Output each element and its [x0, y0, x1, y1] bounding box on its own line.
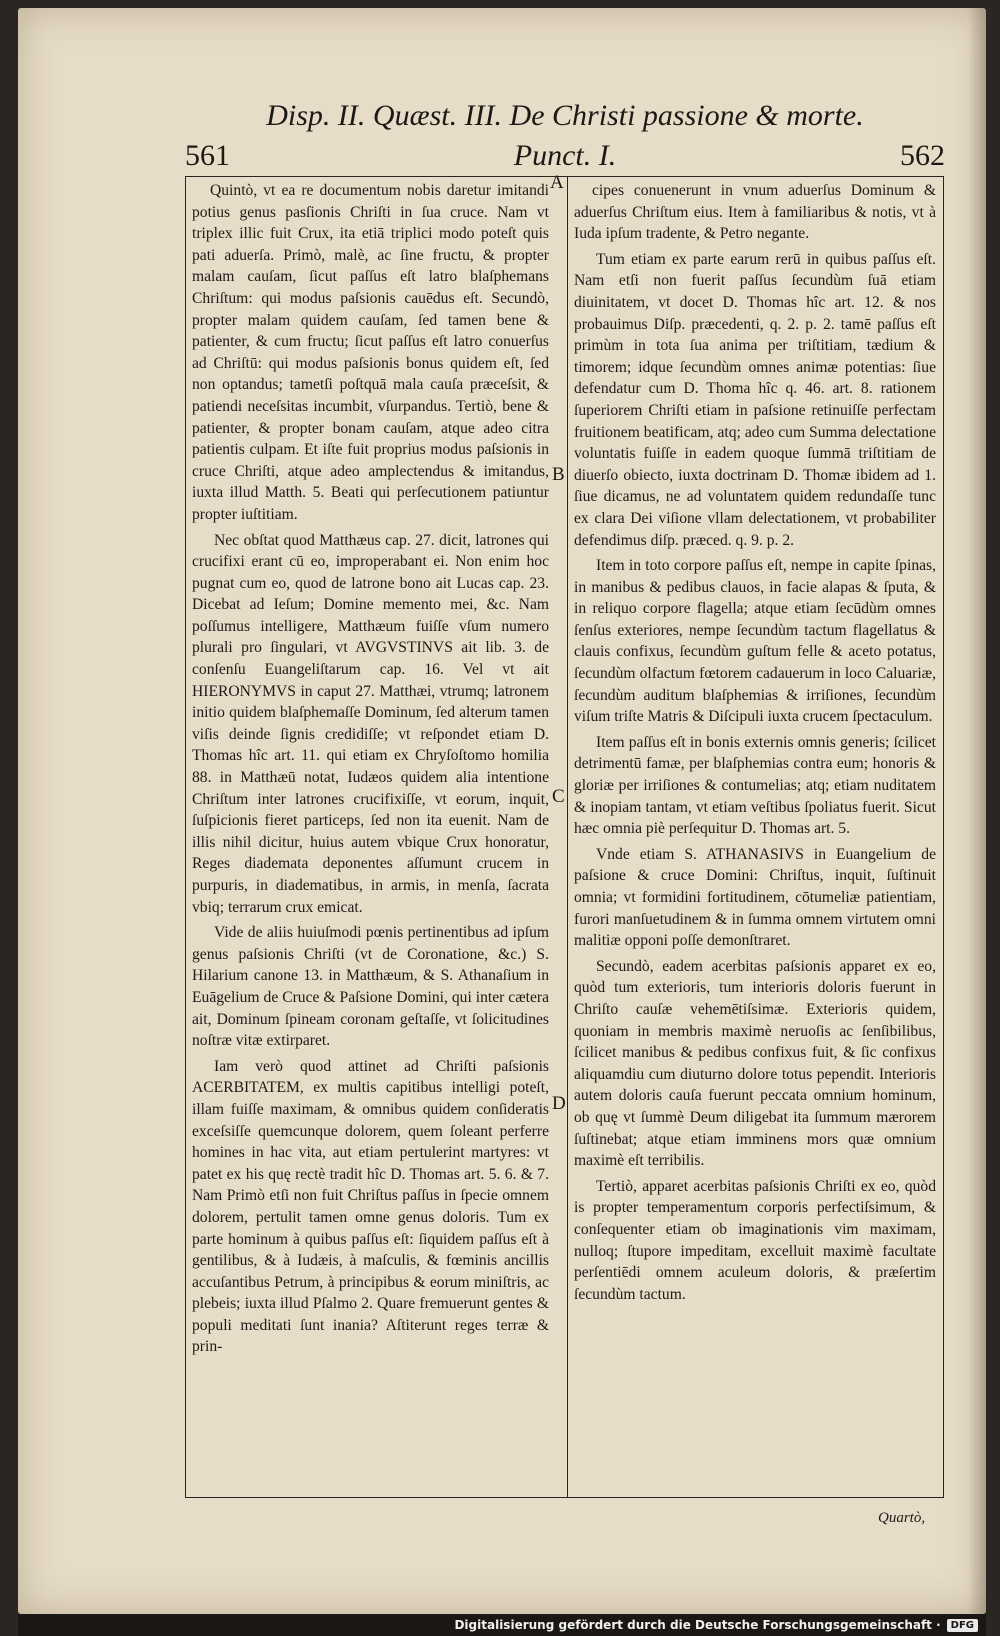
paragraph: cipes conuenerunt in vnum aduerſus Dominum & aduerſus Chriſtum eius. Item à familiaribus & notis, vt à Iuda ipſum tradente, & Petro negante. — [574, 182, 936, 243]
footer-bar — [18, 1614, 986, 1636]
column-divider — [567, 176, 568, 1498]
paragraph: Tum etiam ex parte earum rerū in quibus paſſus eſt. Nam etſi non fuerit paſſus ſecundùm ſuā etiam diuinitatem, vt docet D. Thomas hîc art. 12. & nos probauimus Diſp. præcedenti, q. 2. p. 2. tamē paſſus eſt primùm in tota ſua anima per triſtitiam, tædium & timorem; idque ſecundùm omnes animæ potentias: ſiue defendatur cum D. Thoma hîc q. 46. art. 8. rationem ſuperiorem Chriſti etiam in paſsione retinuiſſe perfectam fruitionem beatificam, atq; adeo cum Summa delectatione voluntatis fuiſſe in eadem quoque ſummā triſtitiam de diuerſo obiecto, iuxta doctrinam D. Thomæ ibidem ad 1. ſiue dicamus, ne ad voluntatem quidem redundaſſe tunc ex clara Dei viſione vllam delectationem, vt probabiliter defendimus diſp. præced. q. 9. p. 2. — [574, 250, 936, 549]
paragraph: Quintò, vt ea re documentum nobis daretur imitandi potius genus pasſionis Chriſti in ſua cruce. Nam vt triplex illic fuit Crux, ita etiā triplici modo poteſt quis pati aduerſa. Primò, malè, ac ſine fructu, & propter malam cauſam, ſicut paſſus eſt latro blaſphemans Chriſtum: qui modus paſsionis cauēdus eſt. Secundò, propter malam quidem cauſam, ſed tamen bene & patienter, & cum fructu; ſicut paſſus eſt latro conuerſus ad Chriſtū: qui modus paſsionis bonus quidem eſt, ſed non optandus; tametſi poſtquā mala cauſa præceſsit, & patiendi neceſsitas incumbit, vſurpandus. Tertiò, bene & patienter, & propter bonam cauſam, atque adeo citra patientis culpam. Et iſte fuit proprius modus paſsionis in cruce Chriſti, atque adeo amplectendus & imitandus, iuxta illud Matth. 5. Beati qui perſecutionem patiuntur propter iuſtitiam. — [192, 182, 549, 523]
paragraph: Vnde etiam S. ATHANASIVS in Euangelium de paſsione & cruce Domini: Chriſtus, inquit, ſuſtinuit omnia; vt formidini fortitudinem, cōtumeliæ patientiam, furori manſuetudinem & in ſumma omnem virtutem omni malitiæ opponi poſſe demonſtraret. — [574, 845, 936, 950]
paragraph: Iam verò quod attinet ad Chriſti paſsionis ACERBITATEM, ex multis capitibus intelligi poteſt, illam fuiſſe maximam, & omnibus quidem conſideratis exceſsiſſe quemcunque dolorem, quem ſoleant perferre homines in hac vita, aut etiam pertulerint martyres: vt patet ex his quę rectè tradit hîc D. Thomas art. 5. 6. & 7. Nam Primò etſi non fuit Chriſtus paſſus in ſpecie omnem dolorem, pertulit tamen omne genus doloris. Tum ex parte hominum à quibus paſſus eſt: ſiquidem paſſus eſt à gentilibus, & à Iudæis, à maſculis, & fœminis ancillis accuſantibus Petrum, à principibus & eorum miniſtris, ac plebeis; iuxta illud Pſalmo 2. Quare fremuerunt gentes & populi meditati ſunt inania? Aſtiterunt reges terræ & prin- — [192, 1057, 549, 1356]
paragraph: Item in toto corpore paſſus eſt, nempe in capite ſpinas, in manibus & pedibus clauos, in facie alapas & ſputa, & in reliquo corpore flagella; atque etiam ſecūdùm omnes ſenſus exteriores, nempe ſecundùm tactum flagellatus & clauis confixus, ſecundùm guſtum felle & aceto potatus, ſecundùm olfactum fœtorem cadauerum in loco Caluariæ, ſecundùm auditum blaſphemias & irriſiones, ſecundùm viſum triſte Matris & Diſcipuli iuxta crucem ſpectaculum. — [574, 557, 936, 726]
paragraph: Tertiò, apparet acerbitas paſsionis Chriſti ex eo, quòd is propter temperamentum corporis perfectiſsimum, & conſequenter etiam ob imaginationis vim maximam, nulloq; ſtupore impeditam, excelluit maximè facultate perſentiēdi omnem aculeum doloris, & præſertim ſecundùm tactum. — [574, 1177, 936, 1303]
right-column — [574, 180, 936, 1309]
section-marker-b: B — [552, 464, 565, 485]
section-marker-d: D — [552, 1093, 566, 1114]
running-title: Disp. II. Quæst. III. De Christi passione & morte. Punct. I. — [266, 99, 864, 172]
page-number-left: 561 — [185, 139, 230, 172]
section-marker-c: C — [552, 786, 565, 807]
dfg-logo-icon: DFG — [947, 1619, 978, 1632]
paragraph: Item paſſus eſt in bonis externis omnis generis; ſcilicet detrimentū famæ, per blaſphemias contra eum; honoris & gloriæ per irriſiones & contumelias; atq; etiam nuditatem & inopiam tantam, vt etiam veſtibus ſpoliatus fuerit. Sicut hæc omnia piè perſequitur D. Thomas art. 5. — [574, 733, 936, 838]
paragraph: Secundò, eadem acerbitas paſsionis apparet ex eo, quòd tum exterioris, tum interioris doloris fuerunt in Chriſto cauſæ vehemētiſsimæ. Exterioris quidem, quoniam in membris maximè neruoſis ac ſenſibilibus, ſcilicet manibus & pedibus confixus fuit, & ſic confixus aliquamdiu cum diuturno dolore totus pependit. Interioris autem doloris cauſa fuerunt peccata omnium hominum, ob quę vt ſummè Deum diligebat ita ſummum mærorem ſuſtinebat; atque etiam imminens mors quæ omnium maximè eſt terribilis. — [574, 957, 936, 1170]
paragraph: Vide de aliis huiuſmodi pœnis pertinentibus ad ipſum genus paſsionis Chriſti (vt de Coronatione, &c.) S. Hilarium canone 13. in Matthæum, & S. Athanaſium in Euāgelium de Cruce & Paſsione Domini, qui inter cætera ait, Dominum ſpineam coronam geſtaſſe, vt ſolicitudines noſtræ vitæ extirparet. — [192, 924, 549, 1050]
footer-credit: Digitalisierung gefördert durch die Deutsche Forschungsgemeinschaft · — [454, 1618, 941, 1632]
catchword: Quartò, — [878, 1510, 926, 1526]
left-column — [192, 180, 549, 1362]
section-marker-a: A — [550, 172, 564, 193]
page-number-right: 562 — [900, 139, 945, 172]
paragraph: Nec obſtat quod Matthæus cap. 27. dicit, latrones qui crucifixi erant cū eo, improperabant ei. Non enim hoc pugnat cum eo, quod de latrone bono ait Lucas cap. 23. Dicebat ad Ieſum; Domine memento mei, &c. Nam poſſumus intelligere, Matthæum fuiſſe vſum numero plurali pro ſingulari, vt AVGVSTINVS ait lib. 3. de conſenſu Euangeliſtarum cap. 16. Vel vt ait HIERONYMVS in caput 27. Matthæi, vtrumq; latronem initio quidem blaſphemaſſe Dominum, ſed alterum tamen viſis deinde ſignis credidiſſe; vt reſpondet etiam D. Thomas hîc art. 11. qui etiam ex Chryſoſtomo homilia 88. in Matthæū notat, Iudæos quidem alia intentione Chriſtum inter latrones crucifixiſſe, vt eorum, inquit, ſuſpicionis fieret particeps, ſed non ita euenit. Nam de illis nihil dicitur, huius autem vbique Crux honoratur, Reges diademata deponentes aſſumunt crucem in purpuris, in diadematibus, in armis, in menſa, ſacrata vbiq; terrarum crux emicat. — [192, 531, 549, 916]
running-header — [185, 99, 945, 176]
